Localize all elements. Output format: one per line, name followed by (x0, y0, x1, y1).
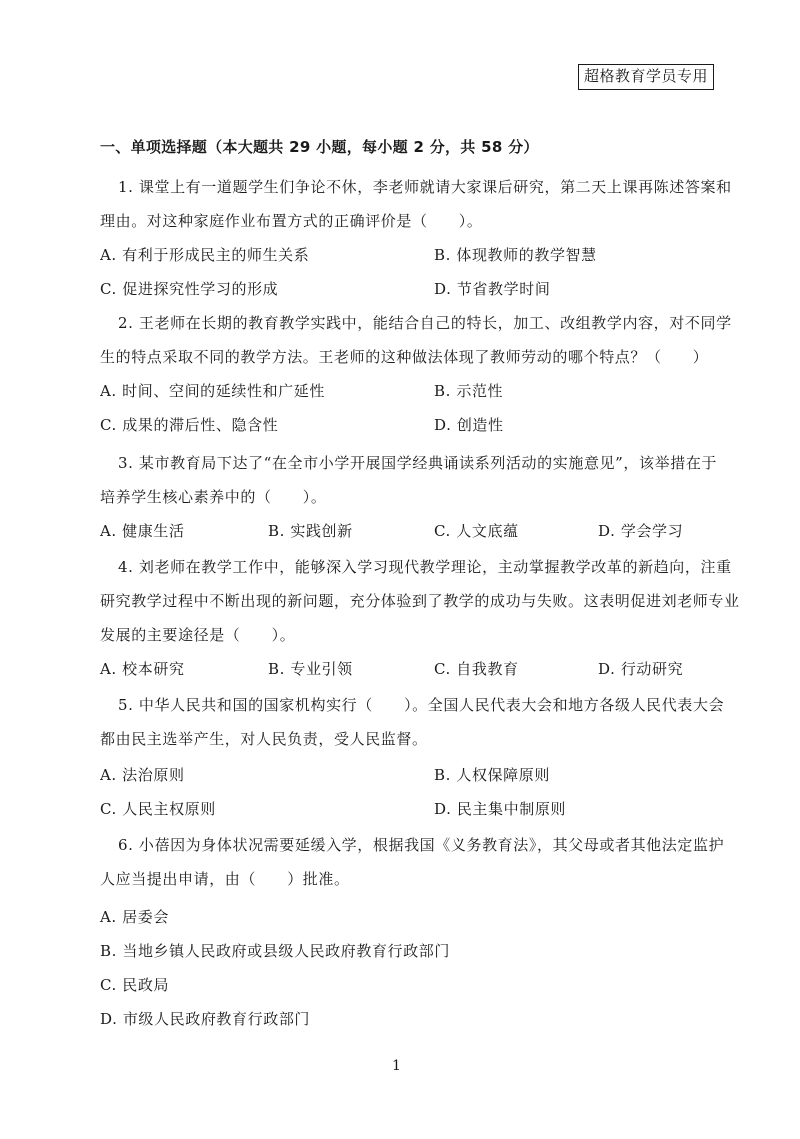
question-6-stem-line-1: 6. 小蓓因为身体状况需要延缓入学，根据我国《义务教育法》，其父母或者其他法定监护 (118, 836, 725, 854)
question-4-option-a: A. 校本研究 (100, 660, 185, 678)
question-1-option-d: D. 节省教学时间 (434, 280, 551, 298)
question-1-stem-line-2: 理由。对这种家庭作业布置方式的正确评价是（ ）。 (100, 212, 483, 230)
question-1-stem-line-1: 1. 课堂上有一道题学生们争论不休，李老师就请大家课后研究，第二天上课再陈述答案和 (118, 178, 732, 196)
question-1-option-c: C. 促进探究性学习的形成 (100, 280, 279, 298)
question-3-option-b: B. 实践创新 (268, 522, 353, 540)
question-3-option-a: A. 健康生活 (100, 522, 185, 540)
question-1-option-a: A. 有利于形成民主的师生关系 (100, 246, 310, 264)
question-2-stem-line-1: 2. 王老师在长期的教育教学实践中，能结合自己的特长，加工、改组教学内容，对不同学 (118, 314, 732, 332)
question-4-option-d: D. 行动研究 (598, 660, 684, 678)
question-6-option-c: C. 民政局 (100, 976, 170, 994)
question-4-option-b: B. 专业引领 (268, 660, 353, 678)
question-6-option-a: A. 居委会 (100, 908, 169, 926)
question-3-option-d: D. 学会学习 (598, 522, 684, 540)
question-6-option-b: B. 当地乡镇人民政府或县级人民政府教育行政部门 (100, 942, 450, 960)
question-5-stem-line-1: 5. 中华人民共和国的国家机构实行（ ）。全国人民代表大会和地方各级人民代表大会 (118, 696, 725, 714)
question-5-stem-line-2: 都由民主选举产生，对人民负责，受人民监督。 (100, 730, 428, 748)
question-5-option-b: B. 人权保障原则 (434, 766, 550, 784)
question-3-stem-line-1: 3. 某市教育局下达了“在全市小学开展国学经典诵读系列活动的实施意见”，该举措在于 (118, 454, 718, 472)
question-4-stem-line-1: 4. 刘老师在教学工作中，能够深入学习现代教学理论，主动掌握教学改革的新趋向，注重 (118, 558, 732, 576)
question-6-option-d: D. 市级人民政府教育行政部门 (100, 1010, 311, 1028)
question-2-option-b: B. 示范性 (434, 382, 504, 400)
section-title: 一、单项选择题（本大题共 29 小题，每小题 2 分，共 58 分） (100, 138, 539, 156)
question-2-option-d: D. 创造性 (434, 416, 504, 434)
question-4-option-c: C. 自我教育 (434, 660, 519, 678)
question-5-option-d: D. 民主集中制原则 (434, 800, 567, 818)
question-2-option-c: C. 成果的滞后性、隐含性 (100, 416, 279, 434)
question-3-stem-line-2: 培养学生核心素养中的（ ）。 (100, 488, 327, 506)
question-1-option-b: B. 体现教师的教学智慧 (434, 246, 597, 264)
question-5-option-c: C. 人民主权原则 (100, 800, 216, 818)
student-only-stamp: 超格教育学员专用 (578, 64, 714, 90)
question-4-stem-line-3: 发展的主要途径是（ ）。 (100, 626, 296, 644)
question-4-stem-line-2: 研究教学过程中不断出现的新问题，充分体验到了教学的成功与失败。这表明促进刘老师专业 (100, 592, 740, 610)
question-5-option-a: A. 法治原则 (100, 766, 185, 784)
question-6-stem-line-2: 人应当提出申请，由（ ）批准。 (100, 870, 350, 888)
question-2-option-a: A. 时间、空间的延续性和广延性 (100, 382, 325, 400)
page-number: 1 (392, 1058, 401, 1074)
question-2-stem-line-2: 生的特点采取不同的教学方法。王老师的这种做法体现了教师劳动的哪个特点？（ ） (100, 348, 709, 366)
question-3-option-c: C. 人文底蕴 (434, 522, 519, 540)
